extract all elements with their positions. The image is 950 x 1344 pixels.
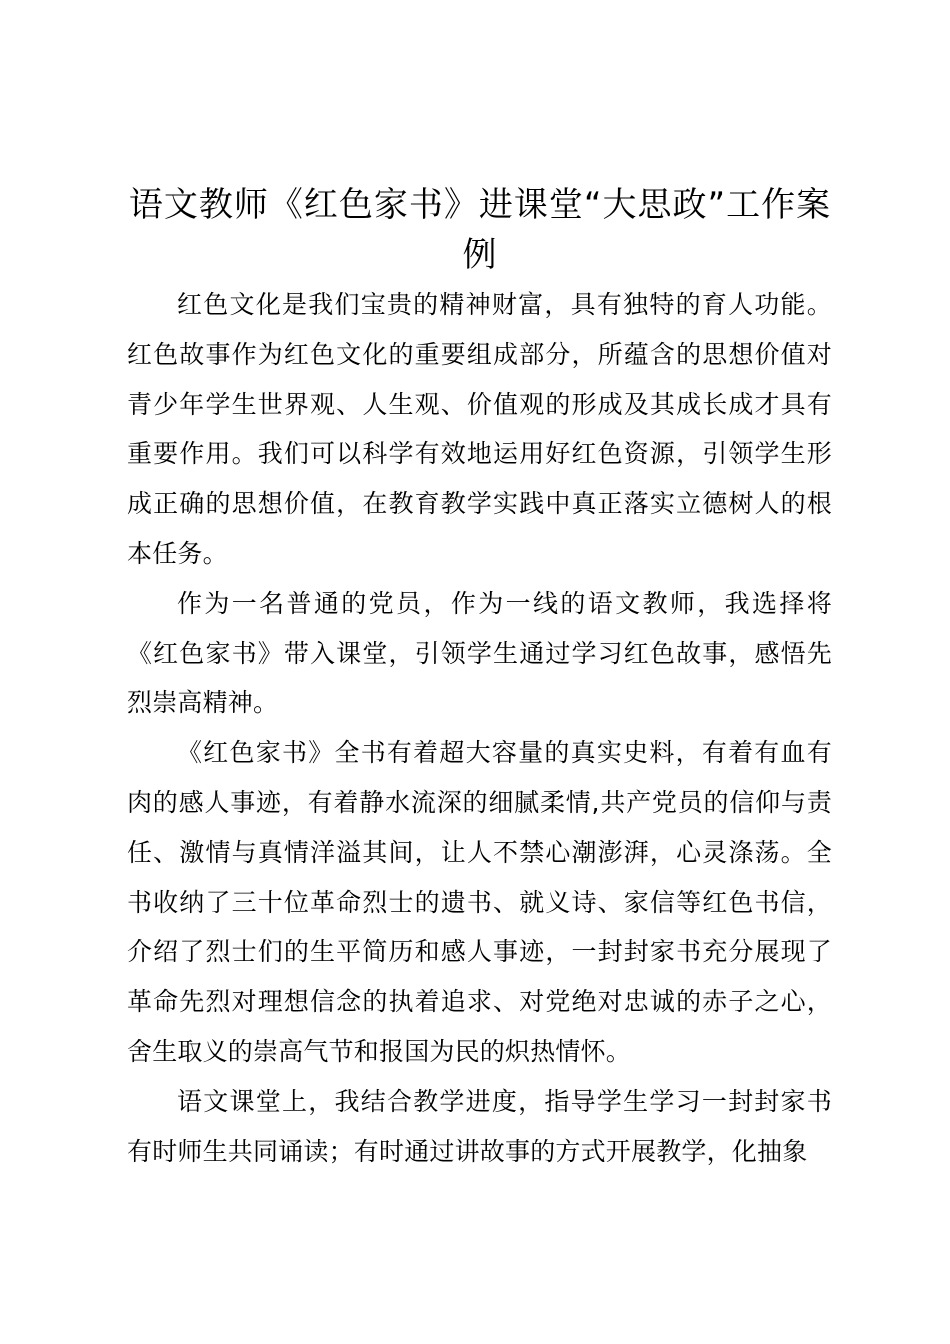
document-title: 语文教师《红色家书》进课堂“大思政”工作案例 <box>128 185 832 275</box>
paragraph-1: 红色文化是我们宝贵的精神财富，具有独特的育人功能。红色故事作为红色文化的重要组成部分，所蕴含的思想价值对青少年学生世界观、人生观、价值观的形成及其成长成才具有重要作用。我们可以科学有效地运用好红色资源，引领学生形成正确的思想价值，在教育教学实践中真正落实立德树人的根本任务。 <box>127 290 832 568</box>
paragraph-2: 作为一名普通的党员，作为一线的语文教师，我选择将《红色家书》带入课堂，引领学生通过学习红色故事，感悟先烈崇高精神。 <box>127 588 832 718</box>
paragraph-4: 语文课堂上，我结合教学进度，指导学生学习一封封家书有时师生共同诵读；有时通过讲故事的方式开展教学，化抽象 <box>127 1086 832 1166</box>
document-body <box>127 280 832 1176</box>
paragraph-3: 《红色家书》全书有着超大容量的真实史料，有着有血有肉的感人事迹，有着静水流深的细腻柔情,共产党员的信仰与责任、激情与真情洋溢其间，让人不禁心潮澎湃，心灵涤荡。全书收纳了三十位革命烈士的遗书、就义诗、家信等红色书信，介绍了烈士们的生平简历和感人事迹，一封封家书充分展现了革命先烈对理想信念的执着追求、对党绝对忠诚的赤子之心，舍生取义的崇高气节和报国为民的炽热情怀。 <box>127 738 832 1066</box>
